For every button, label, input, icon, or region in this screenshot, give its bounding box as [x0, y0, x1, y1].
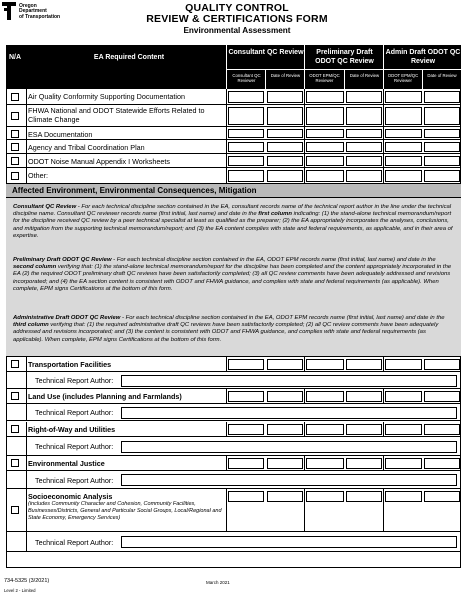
row-divider	[304, 168, 305, 184]
form-subtitle: Environmental Assessment	[183, 26, 291, 35]
required-item-label: FHWA National and ODOT Statewide Efforts Related to Climate Change	[28, 106, 205, 124]
date-field[interactable]	[346, 491, 382, 502]
section-title: Affected Environment, Environmental Consequences, Mitigation	[12, 186, 257, 195]
row-divider	[26, 471, 27, 489]
required-item-row	[6, 105, 461, 127]
row-divider	[304, 456, 305, 471]
na-checkbox[interactable]	[11, 143, 19, 151]
date-field[interactable]	[424, 156, 460, 166]
discipline-name: Socioeconomic Analysis	[28, 492, 113, 501]
reviewer-field[interactable]	[306, 170, 344, 182]
reviewer-field[interactable]	[306, 458, 344, 469]
row-divider	[26, 357, 27, 372]
consultant-date-subheader: Date of Review	[270, 73, 301, 78]
date-field[interactable]	[424, 424, 460, 435]
instructions-block	[6, 198, 461, 357]
date-field[interactable]	[267, 491, 303, 502]
instruction-admin: Administrative Draft ODOT QC Review - For each technical discipline section contained in the EA, ODOT EPM records name (first initial, last name) and date in the third column verifying that: (1) the required administrative draft QC reviews have been satisfactorily completed; (2) all QC review comments have been adequately addressed and revisions incorporated; and (3) the content is consistent with ODOT and FHWA guidance, and complies with state and federal requirements (as applicable). When complete, EPM signs Certifications at the bottom of this form.	[13, 315, 445, 343]
date-field[interactable]	[267, 156, 303, 166]
row-divider	[226, 105, 227, 127]
author-row	[6, 372, 461, 389]
reviewer-field[interactable]	[228, 491, 264, 502]
reviewer-field[interactable]	[385, 107, 422, 125]
row-divider	[304, 154, 305, 168]
row-divider	[304, 357, 305, 372]
row-divider	[26, 168, 27, 184]
na-checkbox[interactable]	[11, 459, 19, 467]
required-item-row	[6, 168, 461, 184]
org-line-3: of Transportation	[19, 13, 61, 20]
na-checkbox[interactable]	[11, 157, 19, 165]
required-item-label: ODOT Noise Manual Appendix I Worksheets	[28, 157, 170, 166]
discipline-name: Transportation Facilities	[28, 360, 112, 369]
reviewer-field[interactable]	[228, 424, 264, 435]
admin-draft-qc-header: Admin Draft ODOT QC Review	[385, 49, 461, 65]
admin-date-subheader: Date of Review	[427, 73, 457, 78]
form-title-line-2: REVIEW & CERTIFICATIONS FORM	[146, 13, 328, 25]
prelim-reviewer-subheader: ODOT EPM/QC Reviewer	[309, 73, 340, 83]
row-divider	[383, 422, 384, 437]
date-field[interactable]	[267, 424, 303, 435]
na-checkbox[interactable]	[11, 392, 19, 400]
reviewer-field[interactable]	[385, 91, 422, 103]
row-divider	[26, 89, 27, 105]
row-divider	[26, 140, 27, 154]
author-input[interactable]	[121, 407, 457, 419]
na-checkbox[interactable]	[11, 506, 19, 514]
row-divider	[226, 127, 227, 140]
reviewer-field[interactable]	[385, 142, 422, 152]
instruction-admin-lead: Administrative Draft ODOT QC Review	[13, 315, 121, 321]
required-item-row	[6, 127, 461, 140]
reviewer-field[interactable]	[385, 129, 422, 138]
date-field[interactable]	[267, 129, 303, 138]
row-divider	[226, 154, 227, 168]
na-checkbox[interactable]	[11, 425, 19, 433]
date-field[interactable]	[424, 391, 460, 402]
date-field[interactable]	[424, 129, 460, 138]
row-divider	[383, 140, 384, 154]
row-divider	[304, 389, 305, 404]
reviewer-field[interactable]	[228, 359, 264, 370]
row-divider	[383, 168, 384, 184]
reviewer-field[interactable]	[228, 170, 264, 182]
reviewer-field[interactable]	[306, 156, 344, 166]
author-row	[6, 404, 461, 421]
date-field[interactable]	[346, 170, 382, 182]
na-checkbox[interactable]	[11, 360, 19, 368]
reviewer-field[interactable]	[385, 491, 422, 502]
form-header	[0, 0, 474, 44]
reviewer-field[interactable]	[385, 359, 422, 370]
date-field[interactable]	[267, 458, 303, 469]
date-field[interactable]	[346, 359, 382, 370]
author-label: Technical Report Author:	[35, 537, 114, 547]
na-checkbox[interactable]	[11, 112, 19, 120]
row-divider	[26, 532, 27, 552]
reviewer-field[interactable]	[306, 142, 344, 152]
instruction-consultant-lead: Consultant QC Review	[13, 204, 77, 210]
author-label: Technical Report Author:	[35, 376, 114, 385]
required-item-row	[6, 154, 461, 168]
instruction-prelim-lead: Preliminary Draft ODOT QC Review	[13, 257, 112, 263]
row-divider	[383, 154, 384, 168]
date-field[interactable]	[424, 458, 460, 469]
instruction-prelim: Preliminary Draft ODOT QC Review - For each technical discipline section contained in the EA, ODOT EPM records name (first initial, last name) and date in the second column verifying that: (1) the stand-alone technical memorandum/report for the discipline has been completed and the content appropriately incorporated in the EA (2) the required ODOT preliminary draft QC reviews have been satisfactorily completed; (3) all QC review comments have been adequately addressed and revisions incorporated; and (4) the EA section content is consistent with ODOT and FHWA guidance, and complies with state and federal requirements (as applicable). When complete, EPM signs Certifications at the bottom of this form.	[13, 257, 452, 292]
author-row	[6, 532, 461, 552]
author-input[interactable]	[121, 441, 457, 453]
form-date: March 2021	[206, 580, 230, 585]
discipline-note: (includes Community Character and Cohesion, Community Facilities, Businesses/Districts, General and Particular Social Groups, Local/Regional and State Economy, Emergency Services)	[28, 501, 222, 521]
author-label: Technical Report Author:	[35, 475, 114, 485]
date-field[interactable]	[267, 107, 303, 125]
date-field[interactable]	[424, 91, 460, 103]
date-field[interactable]	[424, 107, 460, 125]
date-field[interactable]	[346, 156, 382, 166]
row-divider	[304, 422, 305, 437]
org-line-1: Oregon	[19, 3, 37, 9]
org-line-2: Department	[19, 8, 47, 15]
row-divider	[226, 168, 227, 184]
row-divider	[26, 437, 27, 456]
na-checkbox[interactable]	[11, 93, 19, 101]
reviewer-field[interactable]	[306, 129, 344, 138]
reviewer-field[interactable]	[228, 391, 264, 402]
form-number: 734-5325 (3/2021)	[4, 578, 50, 584]
row-divider	[383, 489, 384, 532]
date-field[interactable]	[424, 359, 460, 370]
date-field[interactable]	[346, 142, 382, 152]
author-input[interactable]	[121, 375, 457, 387]
row-divider	[226, 89, 227, 105]
prelim-draft-qc-header: Preliminary Draft ODOT QC Review	[315, 49, 374, 65]
reviewer-field[interactable]	[228, 91, 264, 103]
row-divider	[304, 489, 305, 532]
date-field[interactable]	[267, 391, 303, 402]
required-item-label: Agency and Tribal Coordination Plan	[28, 143, 145, 152]
row-divider	[383, 127, 384, 140]
required-item-row	[6, 140, 461, 154]
reviewer-field[interactable]	[228, 458, 264, 469]
row-divider	[26, 105, 27, 127]
date-field[interactable]	[346, 91, 382, 103]
na-checkbox[interactable]	[11, 130, 19, 138]
reviewer-field[interactable]	[385, 458, 422, 469]
author-input[interactable]	[121, 474, 457, 486]
required-item-row	[6, 89, 461, 105]
row-divider	[383, 389, 384, 404]
required-item-label: Other:	[28, 171, 48, 180]
author-input[interactable]	[121, 536, 457, 548]
date-field[interactable]	[267, 142, 303, 152]
row-divider	[26, 422, 27, 437]
instruction-consultant: Consultant QC Review - For each technical discipline section contained in the EA, consultant records name of the technical report author in the line under the technical discipline name. Consultant QC reviewer records name (first initial, last name) and date in the first column indicating: (1) the stand-alone technical memorandum/report for the discipline received QC review by a peer technical specialist at least as qualified as the preparer; (2) the EA appropriately incorporates the analyses, conclusions, and mitigation from the supporting technical memorandum/report; and (3) the EA content complies with state and federal requirements, as applicable, and in their area of expertise.	[13, 204, 453, 239]
reviewer-field[interactable]	[385, 424, 422, 435]
reviewer-field[interactable]	[385, 170, 422, 182]
ea-required-header: EA Required Content	[93, 54, 165, 61]
row-divider	[304, 127, 305, 140]
discipline-name: Land Use (includes Planning and Farmlands)	[28, 392, 182, 401]
row-divider	[26, 372, 27, 389]
row-divider	[26, 404, 27, 421]
discipline-row	[6, 389, 461, 404]
discipline-name: Environmental Justice	[28, 459, 105, 468]
na-header: N/A	[9, 54, 22, 61]
discipline-row	[6, 489, 461, 532]
reviewer-field[interactable]	[385, 156, 422, 166]
discipline-name: Right-of-Way and Utilities	[28, 425, 116, 434]
prelim-date-subheader: Date of Review	[349, 73, 380, 78]
discipline-row	[6, 456, 461, 471]
row-divider	[383, 456, 384, 471]
reviewer-field[interactable]	[306, 424, 344, 435]
date-field[interactable]	[267, 170, 303, 182]
row-divider	[226, 422, 227, 437]
row-divider	[383, 105, 384, 127]
row-divider	[226, 140, 227, 154]
reviewer-field[interactable]	[228, 142, 264, 152]
reviewer-field[interactable]	[228, 156, 264, 166]
row-divider	[26, 489, 27, 532]
row-divider	[26, 456, 27, 471]
row-divider	[26, 154, 27, 168]
reviewer-field[interactable]	[306, 107, 344, 125]
consultant-qc-header: Consultant QC Review	[228, 49, 304, 56]
discipline-row	[6, 357, 461, 372]
author-row	[6, 437, 461, 456]
table-header	[6, 45, 461, 89]
row-divider	[304, 105, 305, 127]
reviewer-field[interactable]	[306, 359, 344, 370]
date-field[interactable]	[346, 458, 382, 469]
row-divider	[226, 489, 227, 532]
date-field[interactable]	[424, 491, 460, 502]
required-item-label: Air Quality Conformity Supporting Documentation	[28, 92, 185, 101]
date-field[interactable]	[346, 107, 382, 125]
date-field[interactable]	[424, 142, 460, 152]
admin-reviewer-subheader: ODOT EPM/QC Reviewer	[387, 73, 419, 83]
section-heading	[6, 184, 461, 198]
date-field[interactable]	[346, 391, 382, 402]
date-field[interactable]	[424, 170, 460, 182]
reviewer-field[interactable]	[306, 491, 344, 502]
date-field[interactable]	[346, 424, 382, 435]
date-field[interactable]	[267, 91, 303, 103]
row-divider	[226, 389, 227, 404]
row-divider	[26, 127, 27, 140]
required-item-label: ESA Documentation	[28, 130, 93, 139]
author-label: Technical Report Author:	[35, 442, 114, 451]
form-title-line-1: QUALITY CONTROL	[185, 2, 289, 14]
reviewer-field[interactable]	[385, 391, 422, 402]
row-divider	[383, 357, 384, 372]
discipline-row	[6, 422, 461, 437]
row-divider	[383, 89, 384, 105]
row-divider	[226, 357, 227, 372]
consultant-reviewer-subheader: Consultant QC Reviewer	[232, 73, 261, 83]
date-field[interactable]	[346, 129, 382, 138]
row-divider	[304, 140, 305, 154]
na-checkbox[interactable]	[11, 172, 19, 180]
author-label: Technical Report Author:	[35, 408, 114, 417]
row-divider	[226, 456, 227, 471]
reviewer-field[interactable]	[228, 129, 264, 138]
row-divider	[26, 389, 27, 404]
author-row	[6, 471, 461, 489]
form-level: Level 2 - Limited	[4, 588, 36, 593]
row-divider	[304, 89, 305, 105]
date-field[interactable]	[267, 359, 303, 370]
reviewer-field[interactable]	[228, 107, 264, 125]
reviewer-field[interactable]	[306, 91, 344, 103]
reviewer-field[interactable]	[306, 391, 344, 402]
